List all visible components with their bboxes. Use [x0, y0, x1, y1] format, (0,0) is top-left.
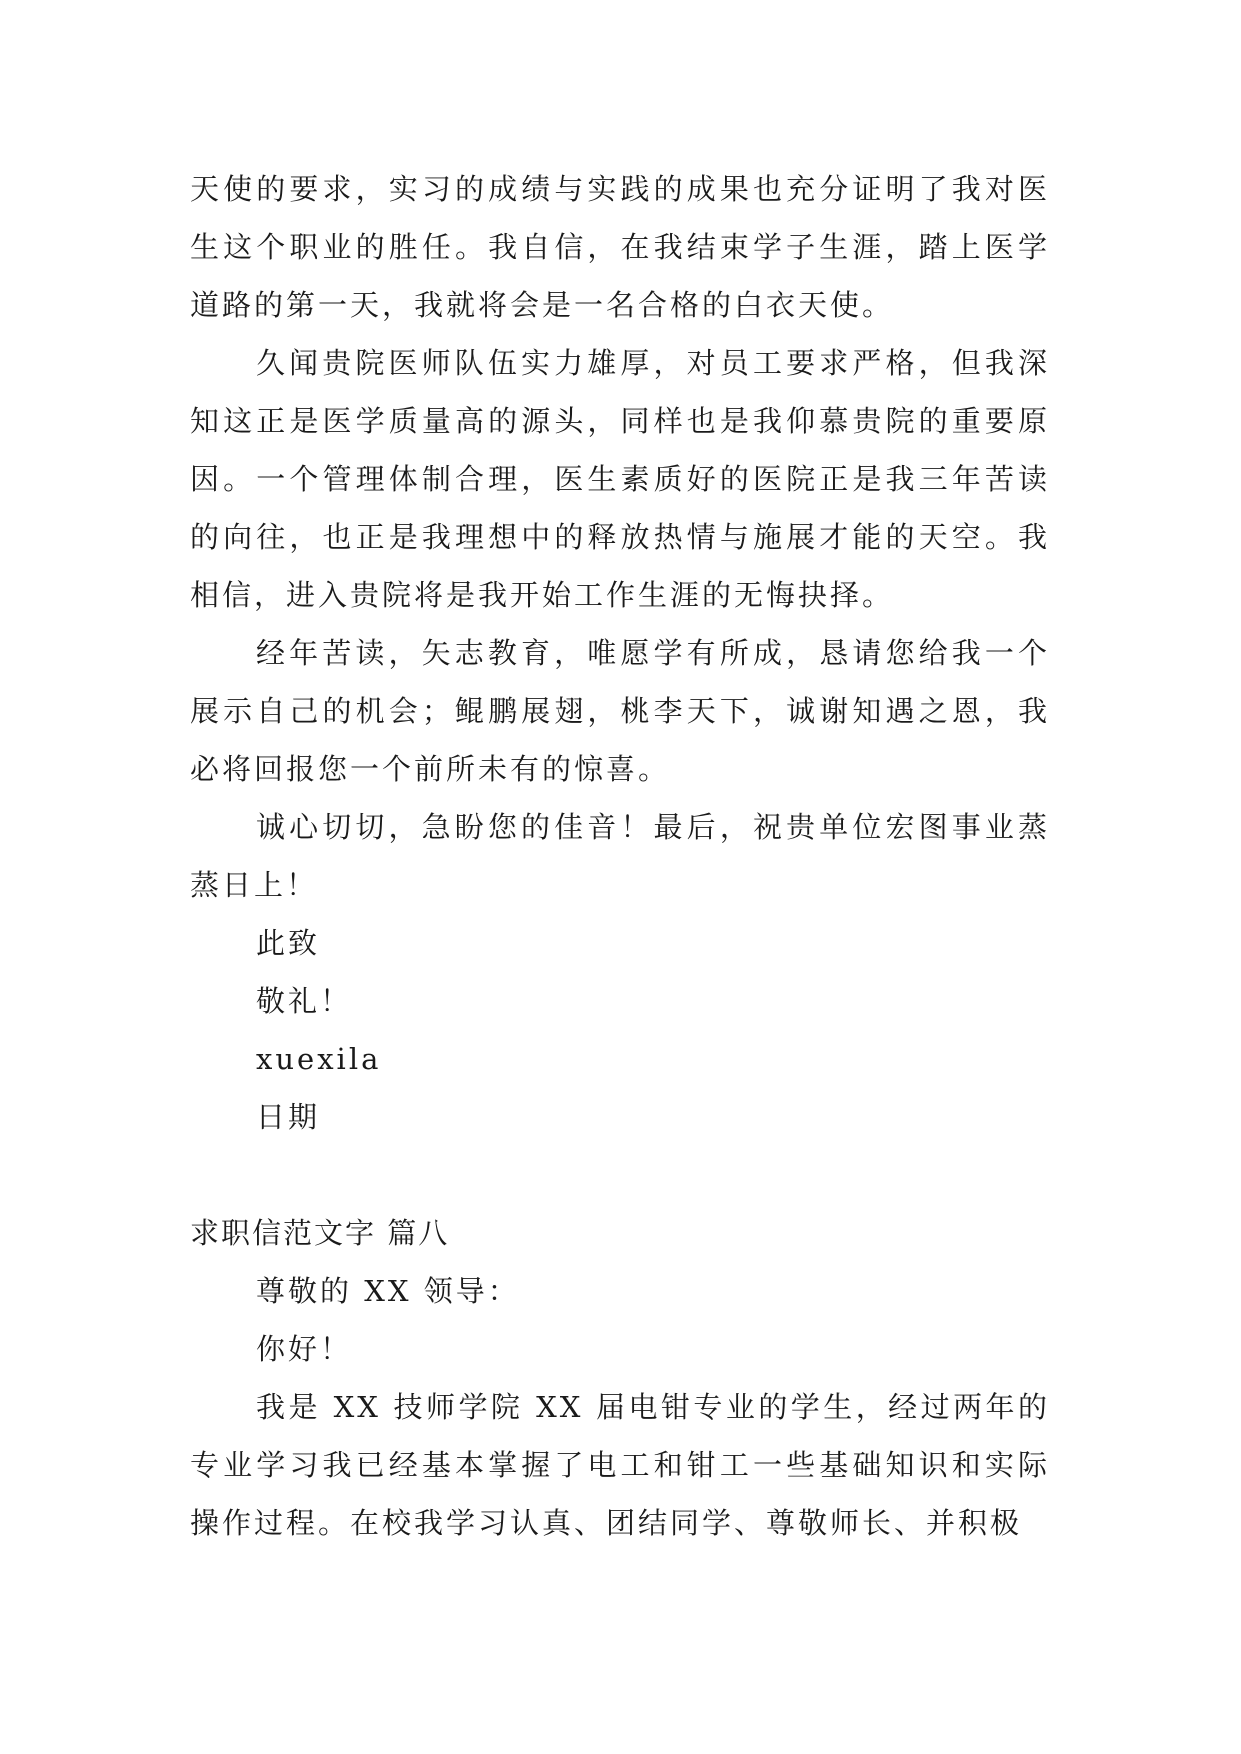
document-page: [190, 160, 1050, 1552]
signature: xuexila: [256, 1042, 382, 1076]
date-line: 日期: [256, 1100, 321, 1134]
paragraph-hospital: 久闻贵院医师队伍实力雄厚，对员工要求严格，但我深知这正是医学质量高的源头，同样也是我仰慕贵院的重要原因。一个管理体制合理，医生素质好的医院正是我三年苦读的向往，也正是我理想中的释放热情与施展才能的天空。我相信，进入贵院将是我开始工作生涯的无悔抉择。: [190, 346, 1050, 612]
section-spacer: [190, 1146, 1050, 1204]
paragraph-continued: 天使的要求，实习的成绩与实践的成果也充分证明了我对医生这个职业的胜任。我自信，在我结束学子生涯，踏上医学道路的第一天，我就将会是一名合格的白衣天使。: [190, 172, 1050, 322]
paragraph-request: 经年苦读，矢志教育，唯愿学有所成，恳请您给我一个展示自己的机会；鲲鹏展翅，桃李天下，诚谢知遇之恩，我必将回报您一个前所未有的惊喜。: [190, 636, 1050, 786]
salute-line: 敬礼！: [256, 984, 353, 1018]
greeting-line: 你好！: [256, 1332, 353, 1366]
salutation-line: 尊敬的 XX 领导：: [256, 1274, 520, 1308]
section-heading: 求职信范文字 篇八: [190, 1216, 450, 1250]
closing-line: 此致: [256, 926, 321, 960]
paragraph-wishes: 诚心切切，急盼您的佳音！最后，祝贵单位宏图事业蒸蒸日上！: [190, 810, 1050, 902]
paragraph-introduction: 我是 XX 技师学院 XX 届电钳专业的学生，经过两年的专业学习我已经基本掌握了电工和钳工一些基础知识和实际操作过程。在校我学习认真、团结同学、尊敬师长、并积极: [190, 1390, 1050, 1540]
